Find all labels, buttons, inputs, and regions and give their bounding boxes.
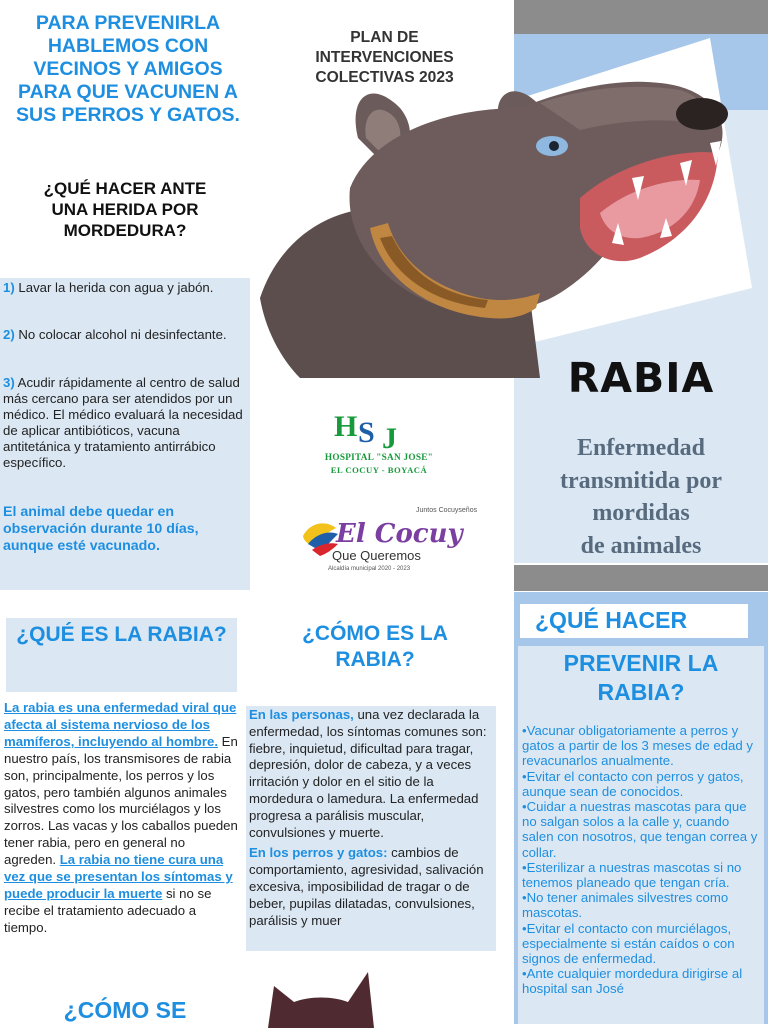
step-3-number: 3) <box>3 375 15 390</box>
logo-name-text: El Cocuy <box>336 519 463 549</box>
what-is-title: ¿QUÉ ES LA RABIA? <box>16 623 227 646</box>
subtitle-line-1: Enfermedad <box>577 435 705 461</box>
step-2-text: No colocar alcohol ni desinfectante. <box>18 327 227 342</box>
first-aid-steps-box <box>0 278 250 590</box>
prevention-item: • Vacunar obligatoriamente a perros y gatos a partir de los 3 meses de edad y revacunarlos anualmente. <box>522 723 762 769</box>
what-to-do-box <box>520 604 748 638</box>
plan-title: PLAN DE INTERVENCIONES COLECTIVAS 2023 <box>315 29 454 86</box>
logo-tagline-text: Que Queremos <box>332 548 421 563</box>
step-1-number: 1) <box>3 280 15 295</box>
step-1-text: Lavar la herida con agua y jabón. <box>18 280 214 295</box>
subtitle-line-2: transmitida por <box>560 467 722 494</box>
bite-heading: ¿QUÉ HACER ANTE UNA HERIDA POR MORDEDURA? <box>43 179 207 240</box>
municipal-logo <box>298 500 478 576</box>
observation-note: El animal debe quedar en observación durante 10 días, aunque esté vacunado. <box>3 504 199 554</box>
rabid-dog-illustration <box>240 38 752 378</box>
prevention-item: • Ante cualquier mordedura dirigirse al hospital san José <box>522 966 762 996</box>
hospital-name: HOSPITAL "SAN JOSE" <box>324 452 434 462</box>
prevention-item: • Cuidar a nuestras mascotas para que no salgan solos a la calle y, cuando salen con nosotros, que tengan correa y collar. <box>522 799 762 860</box>
logo-top-text: Juntos Cocuyseños <box>416 507 478 514</box>
human-symptoms <box>249 707 495 841</box>
step-3-text: Acudir rápidamente al centro de salud más cercano para ser atendidos por un médico. El médico evaluará la necesidad de aplicar antibióticos, vacuna antitetánica y tratamiento antirrábico específico. <box>3 375 243 470</box>
step-2 <box>3 327 247 343</box>
what-is-body-2: si no se recibe el tratamiento adecuado a tiempo. <box>4 885 212 935</box>
prevention-item: • Evitar el contacto con perros y gatos, aunque sean de conocidos. <box>522 769 762 799</box>
prevention-item: • No tener animales silvestres como mascotas. <box>522 890 762 920</box>
step-2-number: 2) <box>3 327 15 342</box>
top-gray-bar <box>514 0 768 34</box>
prevention-item: • Evitar el contacto con murciélagos, especialmente si están caídos o con signos de enfermedad. <box>522 921 762 967</box>
step-1 <box>3 280 247 296</box>
what-is-body <box>4 700 240 937</box>
what-is-lead: La rabia es una enfermedad viral que afecta al sistema nervioso de los mamíferos, incluyendo al hombre. <box>4 700 237 749</box>
subtitle-line-4: de animales <box>580 532 702 559</box>
what-is-body-1: En nuestro país, los transmisores de rabia son, principalmente, los perros y los gatos, pero también algunos animales silvestres como los murciélagos y los zorros. Las vacas y los caballos pueden tener rabia, pero en general no agreden. <box>4 733 238 868</box>
subtitle-line-3: mordidas <box>592 500 690 526</box>
hospital-logo <box>298 408 460 482</box>
prevention-title: PREVENIR LA RABIA? <box>563 650 719 705</box>
svg-text:S: S <box>358 416 375 449</box>
human-symptoms-lead: En las personas, <box>249 707 354 722</box>
step-3 <box>3 375 247 471</box>
el-cocuy-logo-icon <box>298 500 478 576</box>
animal-symptoms-lead: En los perros y gatos: <box>249 845 388 861</box>
logo-footer-text: Alcaldía municipal 2020 - 2023 <box>328 566 411 572</box>
what-to-do-title: ¿QUÉ HACER <box>535 607 688 633</box>
animal-symptoms <box>249 845 495 929</box>
next-section-title: ¿CÓMO SE <box>63 997 187 1023</box>
what-is-header-box <box>6 618 237 692</box>
svg-text:H: H <box>334 410 358 443</box>
svg-text:J: J <box>382 422 397 455</box>
human-symptoms-text: una vez declarada la enfermedad, los síntomas comunes son: fiebre, inquietud, dificultad para tragar, depresión, dolor de cabeza, y a veces irritación y dolor en el sitio de la mordedura o lamedura. La enfermedad progresa a parálisis muscular, convulsiones y muerte. <box>249 707 487 840</box>
cover-gray-bar <box>514 565 768 591</box>
prevention-item: • Esterilizar a nuestras mascotas si no tenemos planeado que tengan cría. <box>522 860 762 890</box>
cat-illustration <box>262 968 380 1028</box>
cover-title: RABIA <box>567 354 715 402</box>
cover-subtitle <box>514 432 768 562</box>
how-is-title: ¿CÓMO ES LA RABIA? <box>302 622 448 671</box>
hospital-location: EL COCUY - BOYACÁ <box>330 465 428 475</box>
hospital-monogram-icon <box>298 408 460 455</box>
what-is-highlight: La rabia no tiene cura una vez que se presentan los síntomas y puede producir la muerte <box>4 852 233 901</box>
animal-symptoms-text: cambios de comportamiento, agresividad, salivación excesiva, imposibilidad de tragar o de beber, pupilas dilatadas, convulsiones, parálisis y muer <box>249 845 484 928</box>
prevention-list <box>522 723 762 997</box>
symptoms-text <box>249 707 495 929</box>
prevention-slogan: PARA PREVENIRLA HABLEMOS CON VECINOS Y AMIGOS PARA QUE VACUNEN A SUS PERROS Y GATOS. <box>16 12 240 126</box>
